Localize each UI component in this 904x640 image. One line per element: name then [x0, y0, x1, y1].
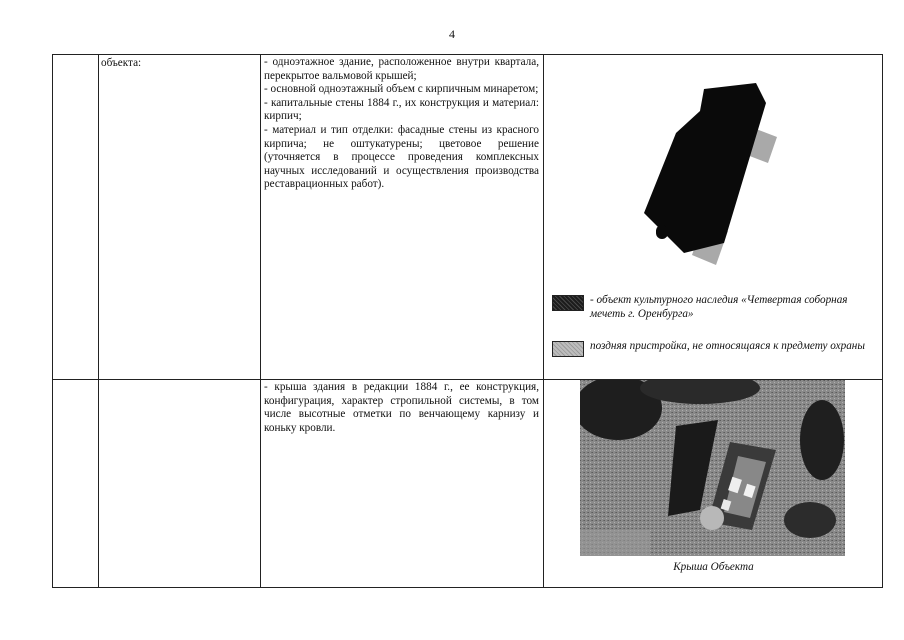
- legend-swatch-dark: [552, 295, 584, 311]
- legend-item-annex: [552, 339, 880, 357]
- legend-label: - объект культурного наследия «Четвертая соборная мечеть г. Оренбурга»: [590, 294, 848, 320]
- requirement-item: - капитальные стены 1884 г., их конструкция и материал: кирпич;: [264, 96, 539, 123]
- photo-caption: Крыша Объекта: [673, 561, 754, 573]
- roof-aerial-photo: [580, 380, 845, 556]
- page-number: 4: [449, 27, 455, 41]
- requirement-item: - материал и тип отделки: фасадные стены из красного кирпича; не оштукатурены; цветовое решение (уточняется в процессе проведения комплексных научных исследований и осуществления производства реставрационных работ).: [264, 123, 539, 191]
- requirement-item: - крыша здания в редакции 1884 г., ее конструкция, конфигурация, характер стропильной системы, в том числе высотные отметки по венчающему карнизу и коньку кровли.: [264, 381, 539, 434]
- requirements-cell: [261, 380, 544, 588]
- object-label-cell: [99, 55, 261, 380]
- table-row: [53, 55, 883, 380]
- photo-figure-cell: [544, 380, 883, 588]
- object-label: объекта:: [101, 57, 142, 69]
- plan-figure-cell: [544, 55, 883, 380]
- row-number-cell: [53, 55, 99, 380]
- legend-label: поздняя пристройка, не относящаяся к предмету охраны: [590, 340, 865, 352]
- requirement-item: - одноэтажное здание, расположенное внутри квартала, перекрытое вальмовой крышей;: [264, 56, 539, 82]
- object-label-cell: [99, 380, 261, 588]
- site-plan-diagram: [616, 75, 836, 275]
- protection-subject-table: [52, 54, 883, 588]
- legend-item-heritage: [552, 293, 870, 321]
- minaret-base: [656, 225, 668, 239]
- requirement-item: - основной одноэтажный объем с кирпичным минаретом;: [264, 83, 539, 96]
- row-number-cell: [53, 380, 99, 588]
- table-row: [53, 380, 883, 588]
- legend-swatch-light: [552, 341, 584, 357]
- object-label: [99, 380, 260, 382]
- requirements-cell: [261, 55, 544, 380]
